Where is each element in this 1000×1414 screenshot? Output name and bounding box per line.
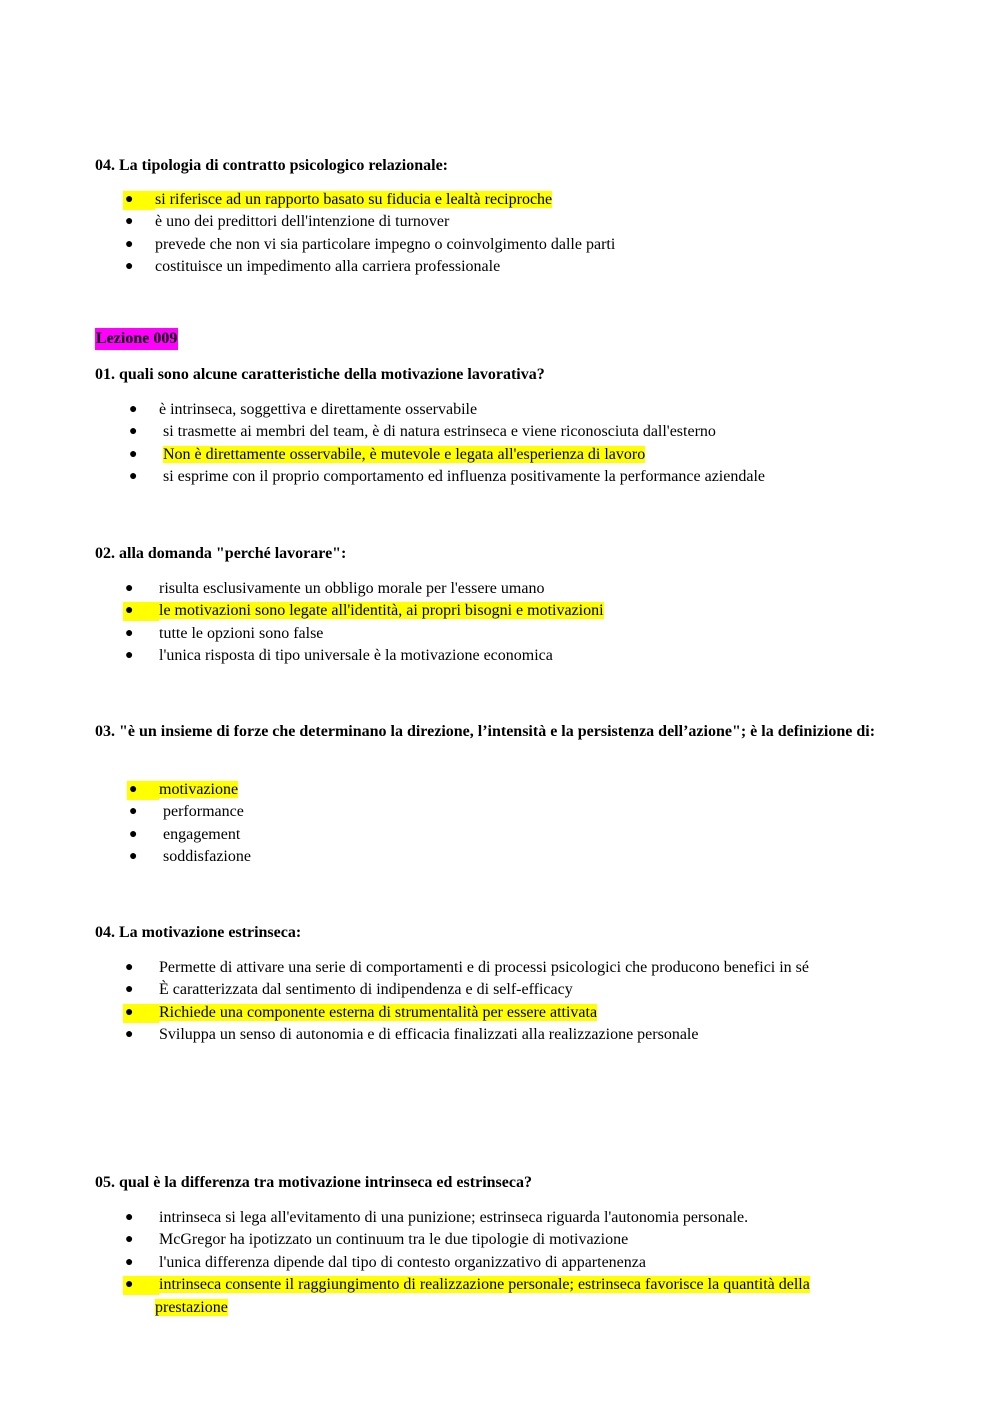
answer-option: ● Richiede una componente esterna di strumentalità per essere attivata bbox=[95, 1002, 809, 1024]
answer-option: ● si esprime con il proprio comportamento ed influenza positivamente la performance aziendale bbox=[95, 466, 765, 488]
answer-list bbox=[95, 399, 765, 489]
bullet-icon: ● bbox=[125, 960, 134, 975]
answer-option-continuation: prestazione bbox=[155, 1298, 228, 1316]
answer-list bbox=[95, 1207, 810, 1319]
bullet-icon: ● bbox=[125, 1027, 134, 1043]
bullet-icon: ● bbox=[125, 1254, 134, 1270]
answer-option: ● Non è direttamente osservabile, è mutevole e legata all'esperienza di lavoro bbox=[95, 444, 765, 466]
answer-option: ● è uno dei predittori dell'intenzione di turnover bbox=[95, 211, 615, 233]
lesson-heading: Lezione 009 bbox=[95, 328, 178, 350]
answer-list bbox=[95, 957, 809, 1047]
bullet-icon: ● bbox=[125, 648, 134, 664]
answer-option: ● le motivazioni sono legate all'identità, ai propri bisogni e motivazioni bbox=[95, 600, 604, 622]
bullet-icon: ● bbox=[125, 603, 134, 619]
answer-option: ● si riferisce ad un rapporto basato su fiducia e lealtà reciproche bbox=[95, 189, 615, 211]
bullet-icon: ● bbox=[129, 469, 138, 485]
bullet-icon: ● bbox=[125, 214, 134, 230]
answer-list bbox=[95, 189, 615, 279]
answer-option: ● risulta esclusivamente un obbligo morale per l'essere umano bbox=[95, 578, 604, 600]
question-title: 04. La tipologia di contratto psicologico relazionale: bbox=[95, 157, 449, 174]
bullet-icon: ● bbox=[129, 826, 138, 842]
bullet-icon: ● bbox=[129, 782, 138, 797]
bullet-icon: ● bbox=[129, 804, 138, 820]
answer-option: ● intrinseca si lega all'evitamento di una punizione; estrinseca riguarda l'autonomia personale. bbox=[95, 1207, 810, 1229]
answer-option: ● Permette di attivare una serie di comportamenti e di processi psicologici che producono benefici in sé bbox=[95, 957, 809, 979]
bullet-icon: ● bbox=[125, 1210, 134, 1225]
question-title: 03. "è un insieme di forze che determinano la direzione, l’intensità e la persistenza dell’azione"; è la definizione di: bbox=[95, 723, 876, 740]
answer-option: ● è intrinseca, soggettiva e direttamente osservabile bbox=[95, 399, 765, 421]
answer-list bbox=[95, 779, 251, 869]
answer-option: ● McGregor ha ipotizzato un continuum tra le due tipologie di motivazione bbox=[95, 1229, 810, 1251]
question-title: 04. La motivazione estrinseca: bbox=[95, 924, 302, 941]
answer-option: ● l'unica risposta di tipo universale è la motivazione economica bbox=[95, 645, 604, 667]
answer-option: ● soddisfazione bbox=[95, 846, 251, 868]
bullet-icon: ● bbox=[129, 424, 138, 440]
answer-option: ● tutte le opzioni sono false bbox=[95, 623, 604, 645]
bullet-icon: ● bbox=[125, 1232, 134, 1248]
answer-option: ● l'unica differenza dipende dal tipo di contesto organizzativo di appartenenza bbox=[95, 1252, 810, 1274]
bullet-icon: ● bbox=[125, 192, 134, 207]
bullet-icon: ● bbox=[125, 581, 134, 596]
answer-option: ● costituisce un impedimento alla carriera professionale bbox=[95, 256, 615, 278]
answer-option: ● motivazione bbox=[95, 779, 251, 801]
bullet-icon: ● bbox=[129, 849, 138, 865]
question-title: 02. alla domanda "perché lavorare": bbox=[95, 545, 347, 562]
bullet-icon: ● bbox=[125, 625, 134, 641]
bullet-icon: ● bbox=[125, 1277, 134, 1293]
answer-option: ● È caratterizzata dal sentimento di indipendenza e di self-efficacy bbox=[95, 979, 809, 1001]
question-title: 01. quali sono alcune caratteristiche della motivazione lavorativa? bbox=[95, 366, 545, 383]
bullet-icon: ● bbox=[129, 402, 138, 417]
question-title: 05. qual è la differenza tra motivazione intrinseca ed estrinseca? bbox=[95, 1174, 532, 1191]
answer-option: ● engagement bbox=[95, 824, 251, 846]
bullet-icon: ● bbox=[125, 982, 134, 998]
answer-list bbox=[95, 578, 604, 668]
answer-option: ● intrinseca consente il raggiungimento di realizzazione personale; estrinseca favorisce la quantità della bbox=[95, 1274, 810, 1296]
bullet-icon: ● bbox=[129, 446, 138, 462]
bullet-icon: ● bbox=[125, 259, 134, 275]
bullet-icon: ● bbox=[125, 1004, 134, 1020]
answer-option: ● si trasmette ai membri del team, è di natura estrinseca e viene riconosciuta dall'esterno bbox=[95, 421, 765, 443]
answer-option: ● performance bbox=[95, 801, 251, 823]
bullet-icon: ● bbox=[125, 236, 134, 252]
answer-option: ● prevede che non vi sia particolare impegno o coinvolgimento dalle parti bbox=[95, 234, 615, 256]
answer-option: ● Sviluppa un senso di autonomia e di efficacia finalizzati alla realizzazione personale bbox=[95, 1024, 809, 1046]
